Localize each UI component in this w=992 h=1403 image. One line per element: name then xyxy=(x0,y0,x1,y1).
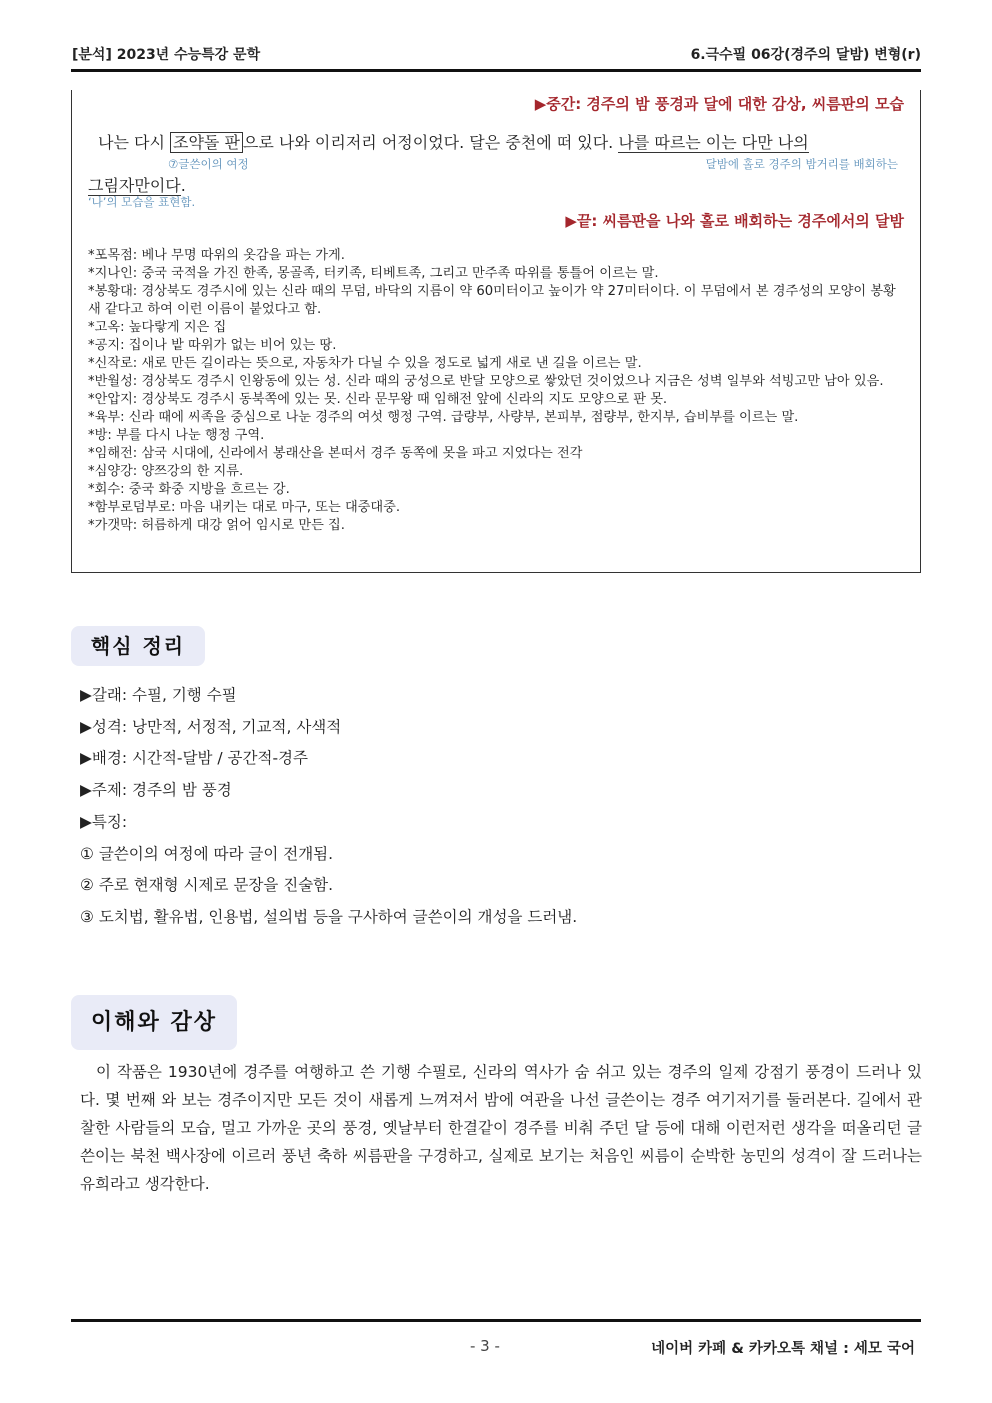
glossary-item: *방: 부를 다시 나눈 행정 구역. xyxy=(88,428,265,443)
glossary-item: *공지: 집이나 밭 따위가 없는 비어 있는 땅. xyxy=(88,338,337,353)
glossary xyxy=(88,247,906,535)
glossary-item: *봉황대: 경상북도 경주시에 있는 신라 때의 무덤, 바닥의 지름이 약 60미터이고 높이가 약 27미터이다. 이 무덤에서 본 경주성의 모양이 봉황새 같다고 하여 이런 이름이 붙었다고 함. xyxy=(88,284,896,317)
glossary-item: *안압지: 경상북도 경주시 동북쪽에 있는 못. 신라 문무왕 때 임해전 앞에 신라의 지도 모양으로 판 못. xyxy=(88,392,668,407)
glossary-item: *임해전: 삼국 시대에, 신라에서 봉래산을 본떠서 경주 동쪽에 못을 파고 지었다는 전각 xyxy=(88,446,583,461)
summary-item: ① 글쓴이의 여정에 따라 글이 전개됨. xyxy=(80,844,334,863)
underlined-phrase: 나를 따르는 이는 다만 나의 xyxy=(618,133,809,152)
header-chapter: 6.극수필 06강(경주의 달밤) 변형(r) xyxy=(690,47,921,63)
summary-item: ▶특징: xyxy=(80,812,128,831)
glossary-item: *함부로덤부로: 마음 내키는 대로 마구, 또는 대중대중. xyxy=(88,500,401,515)
footer-channel: 네이버 카페 & 카카오톡 채널 : 세모 국어 xyxy=(651,1341,915,1357)
glossary-item: *고옥: 높다랗게 지은 집 xyxy=(88,320,227,335)
glossary-item: *신작로: 새로 만든 길이라는 뜻으로, 자동차가 다닐 수 있을 정도로 넓게 새로 낸 길을 이르는 말. xyxy=(88,356,642,371)
glossary-item: *가갯막: 허름하게 대강 얽어 임시로 만든 집. xyxy=(88,518,345,533)
passage-text: 나는 다시 xyxy=(98,133,170,152)
summary-item: ③ 도치법, 활유법, 인용법, 설의법 등을 구사하여 글쓴이의 개성을 드러냄. xyxy=(80,907,578,926)
annotation-self: ‘나’의 모습을 표현함. xyxy=(88,195,196,209)
page-number: - 3 - xyxy=(470,1337,500,1355)
glossary-item: *포목점: 베나 무명 따위의 옷감을 파는 가게. xyxy=(88,248,345,263)
underlined-phrase: 그림자만이다 xyxy=(88,176,181,195)
summary-item: ▶배경: 시간적-달밤 / 공간적-경주 xyxy=(80,749,309,768)
passage-line-2 xyxy=(88,173,186,196)
summary-item: ▶성격: 낭만적, 서정적, 기교적, 사색적 xyxy=(80,717,342,736)
section-mid-heading: ▶중간: 경주의 밤 풍경과 달에 대한 감상, 씨름판의 모습 xyxy=(534,95,904,113)
glossary-item: *육부: 신라 때에 씨족을 중심으로 나눈 경주의 여섯 행정 구역. 급량부, 사량부, 본피부, 점량부, 한지부, 습비부를 이르는 말. xyxy=(88,410,799,425)
summary-item: ▶주제: 경주의 밤 풍경 xyxy=(80,781,232,800)
header-divider xyxy=(71,69,921,72)
core-summary-heading: 핵심 정리 xyxy=(71,626,205,666)
annotation-wandering: 달밤에 홀로 경주의 밤거리를 배회하는 xyxy=(705,157,898,171)
text-analysis-box xyxy=(71,90,921,573)
glossary-item: *지나인: 중국 국적을 가진 한족, 몽골족, 터키족, 티베트족, 그리고 만주족 따위를 통틀어 이르는 말. xyxy=(88,266,659,281)
glossary-item: *반월성: 경상북도 경주시 인왕동에 있는 성. 신라 때의 궁성으로 반달 모양으로 쌓았던 것이었으나 지금은 성벽 일부와 석빙고만 남아 있음. xyxy=(88,374,884,389)
boxed-term: 조약돌 판 xyxy=(170,132,243,153)
appreciation-paragraph: 이 작품은 1930년에 경주를 여행하고 쓴 기행 수필로, 신라의 역사가 숨 쉬고 있는 경주의 일제 강점기 풍경이 드러나 있다. 몇 번째 와 보는 경주이지만 모든 것이 새롭게 느껴져서 밤에 여관을 나선 글쓴이는 경주 여기저기를 둘러본다. 길에서 관찰한 사람들의 모습, 멀고 가까운 곳의 풍경, 옛날부터 한결같이 경주를 비춰 주던 달 등에 대해 이런저런 생각을 떠올리던 글쓴이는 북천 백사장에 이르러 풍년 축하 씨름판을 구경하고, 실제로 보기는 처음인 씨름이 순박한 농민의 성격이 잘 드러나는 유희라고 생각한다. xyxy=(80,1063,922,1193)
annotation-journey: ⑦글쓴이의 여정 xyxy=(168,157,249,171)
footer-divider xyxy=(71,1319,921,1322)
glossary-item: *회수: 중국 화중 지방을 흐르는 강. xyxy=(88,482,290,497)
appreciation-heading: 이해와 감상 xyxy=(71,995,237,1050)
summary-item: ② 주로 현재형 시제로 문장을 진술함. xyxy=(80,876,334,895)
section-end-heading: ▶끝: 씨름판을 나와 홀로 배회하는 경주에서의 달밤 xyxy=(565,212,904,230)
glossary-item: *심양강: 양쯔강의 한 지류. xyxy=(88,464,244,479)
summary-item: ▶갈래: 수필, 기행 수필 xyxy=(80,686,237,704)
core-summary-list xyxy=(80,680,577,934)
passage-text: . xyxy=(180,176,186,195)
passage-text: 으로 나와 이리저리 어정이었다. 달은 중천에 떠 있다. xyxy=(242,133,619,152)
passage-line-1 xyxy=(98,130,906,153)
header-title: [분석] 2023년 수능특강 문학 xyxy=(72,47,261,63)
